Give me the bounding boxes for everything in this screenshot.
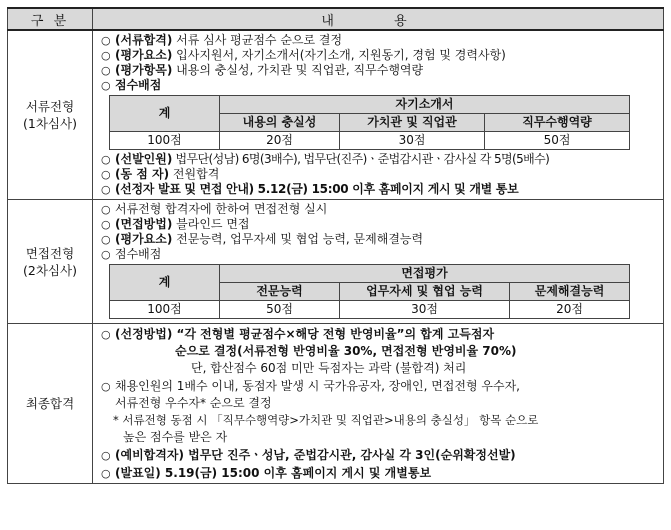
stage1-line-5-bold: (선발인원): [115, 152, 173, 166]
stage3-line-9: [101, 466, 657, 481]
bullet-icon: ○: [101, 248, 111, 261]
stage2-line-4: [101, 247, 657, 262]
stage1-line-3-text: 내용의 충실성, 가치관 및 직업관, 직무수행역량: [172, 63, 424, 77]
stage3-line-2: [101, 344, 657, 359]
stage1-line-3-bold: (평가항목): [115, 63, 173, 77]
stage1-line-1-bold: (서류합격): [115, 33, 173, 47]
bullet-icon: ○: [101, 218, 111, 231]
stage2-label: [8, 200, 93, 324]
stage2-label-line2: (2차심사): [23, 262, 77, 278]
stage1-content: [93, 30, 664, 200]
score-col-header: 문제해결능력: [510, 283, 630, 301]
bullet-icon: ○: [101, 203, 111, 216]
header-content: 내 용: [93, 8, 664, 30]
recruitment-table: [7, 7, 664, 484]
bullet-icon: ○: [101, 79, 111, 92]
bullet-icon: ○: [101, 380, 111, 393]
stage3-line-2-bold: (서류전형 반영비율 30%, 면접전형 반영비율 70%): [237, 344, 517, 358]
stage1-line-4-bold: 점수배점: [115, 78, 162, 92]
stage2-line-2-text: 블라인드 면접: [172, 217, 250, 231]
stage3-line-7: [101, 430, 657, 445]
bullet-icon: ○: [101, 233, 111, 246]
stage3-line-9-bold: (발표일) 5.19(금) 15:00 이후 홈페이지 게시 및 개별통보: [115, 466, 432, 480]
stage3-line-2-text: 순으로 결정: [175, 344, 238, 358]
stage1-label: [8, 30, 93, 200]
bullet-icon: ○: [101, 449, 111, 462]
stage2-line-2-bold: (면접방법): [115, 217, 173, 231]
bullet-icon: ○: [101, 328, 111, 341]
score-col-header: 직무수행역량: [485, 114, 630, 132]
score-value: 50점: [220, 301, 340, 319]
stage3-line-4: [101, 379, 657, 394]
stage3-line-1-bold: (선정방법): [115, 327, 173, 341]
stage2-line-3-bold: (평가요소): [115, 232, 173, 246]
stage3-line-8: [101, 448, 657, 463]
stage1-line-2: [101, 48, 657, 63]
stage2-line-1-text: 서류전형 합격자에 한하여 면접전형 실시: [115, 202, 328, 216]
stage2-score-table: [109, 264, 630, 319]
score-total-header: 계: [110, 265, 220, 301]
stage2-line-3: [101, 232, 657, 247]
bullet-icon: ○: [101, 168, 111, 181]
score-group-header: 면접평가: [220, 265, 630, 283]
stage3-line-3-text: 단, 합산점수 60점 미만 득점자는 과락 (불합격) 처리: [191, 361, 467, 375]
stage3-line-5-text: 서류전형 우수자* 순으로 결정: [115, 396, 272, 410]
stage1-line-6: [101, 167, 657, 182]
stage3-line-6-text: * 서류전형 동점 시 「직무수행역량>가치관 및 직업관>내용의 충실성」 항목 순으로: [113, 413, 539, 427]
stage3-line-7-text: 높은 점수를 받은 자: [123, 430, 228, 444]
score-value: 20점: [220, 132, 340, 150]
score-col-header: 가치관 및 직업관: [340, 114, 485, 132]
stage1-line-4: [101, 78, 657, 93]
score-col-header: 전문능력: [220, 283, 340, 301]
bullet-icon: ○: [101, 153, 111, 166]
stage3-line-1: [101, 327, 657, 342]
stage1-label-line2: (1차심사): [23, 116, 77, 131]
stage1-line-1: [101, 33, 657, 48]
stage1-line-3: [101, 63, 657, 78]
stage1-line-6-bold: (동 점 자): [115, 167, 170, 181]
score-value: 30점: [340, 132, 485, 150]
stage1-line-5: [101, 152, 657, 167]
stage3-row: [8, 324, 664, 484]
stage1-label-line1: 서류전형: [25, 99, 75, 114]
score-group-header: 자기소개서: [220, 96, 630, 114]
bullet-icon: ○: [101, 467, 111, 480]
bullet-icon: ○: [101, 49, 111, 62]
stage1-score-table: [109, 95, 630, 150]
bullet-icon: ○: [101, 34, 111, 47]
stage2-content: [93, 200, 664, 324]
bullet-icon: ○: [101, 183, 111, 196]
stage1-line-1-text: 서류 심사 평균점수 순으로 결정: [172, 33, 343, 47]
stage2-line-2: [101, 217, 657, 232]
stage2-label-line1: 면접전형: [25, 245, 75, 261]
stage1-line-2-bold: (평가요소): [115, 48, 173, 62]
stage3-line-3: [101, 361, 657, 376]
score-total-value: 100점: [110, 301, 220, 319]
stage1-line-5-text: 법무단(성남) 6명(3배수), 법무단(진주)ㆍ준법감시관ㆍ감사실 각 5명(5배수): [172, 152, 550, 166]
stage3-line-5: [101, 396, 657, 411]
stage3-line-6: [101, 413, 657, 428]
score-col-header: 내용의 충실성: [220, 114, 340, 132]
stage2-line-1: [101, 202, 657, 217]
stage2-line-3-text: 전문능력, 업무자세 및 협업 능력, 문제해결능력: [172, 232, 424, 246]
stage3-line-4-text: 채용인원의 1배수 이내, 동점자 발생 시 국가유공자, 장애인, 면접전형 우수자,: [115, 379, 520, 393]
stage1-line-6-text: 전원합격: [169, 167, 220, 181]
stage2-line-4-text: 점수배점: [115, 247, 162, 261]
score-value: 20점: [510, 301, 630, 319]
stage2-row: [8, 200, 664, 324]
bullet-icon: ○: [101, 64, 111, 77]
table-header-row: [8, 8, 664, 30]
header-category: 구 분: [8, 8, 93, 30]
score-value: 30점: [340, 301, 510, 319]
stage3-line-8-bold: (예비합격자) 법무단 진주ㆍ성남, 준법감시관, 감사실 각 3인(순위확정선발): [115, 448, 516, 462]
stage3-line-1-text: “각 전형별 평균점수×해당 전형 반영비율”의 합계 고득점자: [172, 327, 495, 341]
stage1-line-7: [101, 182, 657, 197]
score-col-header: 업무자세 및 협업 능력: [340, 283, 510, 301]
stage1-row: [8, 30, 664, 200]
stage1-line-2-text: 입사지원서, 자기소개서(자기소개, 지원동기, 경험 및 경력사항): [172, 48, 506, 62]
score-value: 50점: [485, 132, 630, 150]
score-total-header: 계: [110, 96, 220, 132]
stage1-line-7-bold: (선정자 발표 및 면접 안내) 5.12(금) 15:00 이후 홈페이지 게시 및 개별 통보: [115, 182, 519, 196]
stage3-content: [93, 324, 664, 484]
score-total-value: 100점: [110, 132, 220, 150]
stage3-label: 최종합격: [8, 324, 93, 484]
